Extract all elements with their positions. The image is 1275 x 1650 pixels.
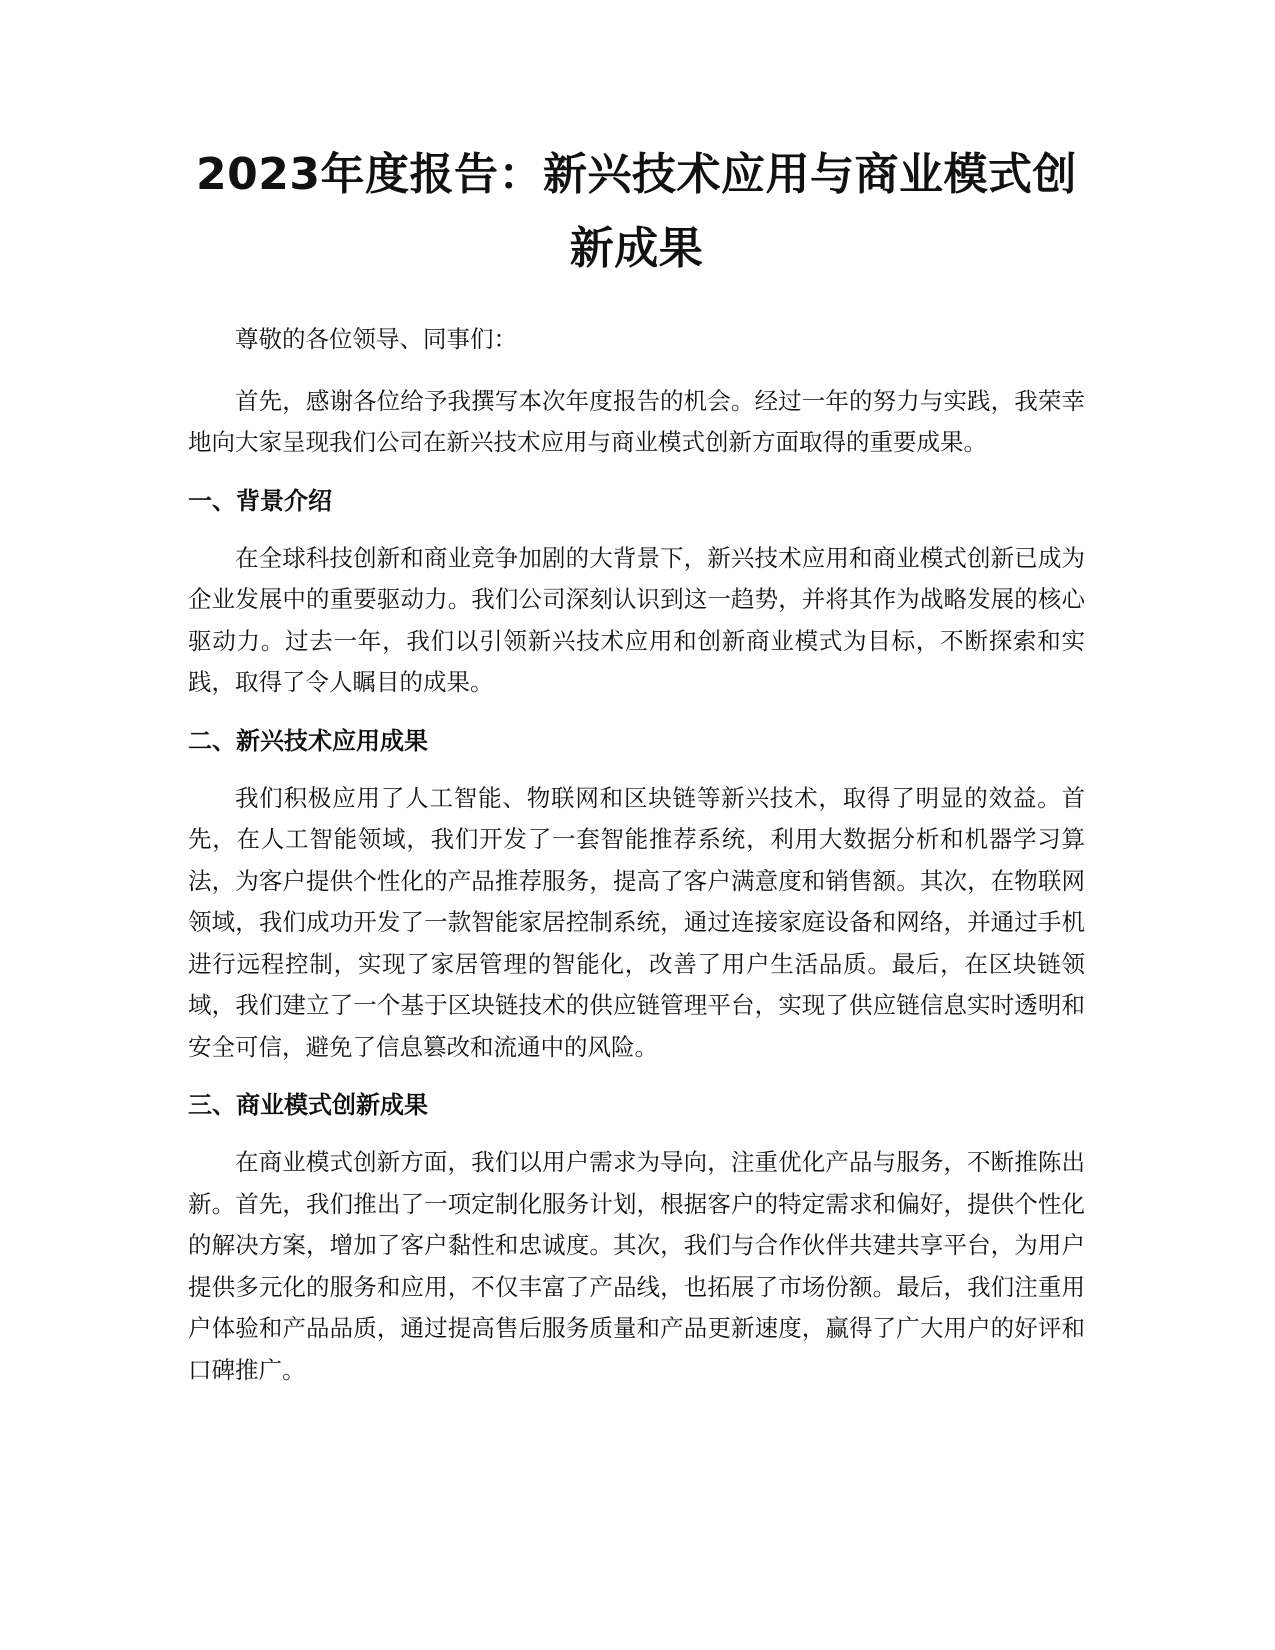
- section-body-background: 在全球科技创新和商业竞争加剧的大背景下，新兴技术应用和商业模式创新已成为企业发展中的重要驱动力。我们公司深刻认识到这一趋势，并将其作为战略发展的核心驱动力。过去一年，我们以引领新兴技术应用和创新商业模式为目标，不断探索和实践，取得了令人瞩目的成果。: [188, 543, 1085, 696]
- section-body-technology: 我们积极应用了人工智能、物联网和区块链等新兴技术，取得了明显的效益。首先，在人工智能领域，我们开发了一套智能推荐系统，利用大数据分析和机器学习算法，为客户提供个性化的产品推荐服务，提高了客户满意度和销售额。其次，在物联网领域，我们成功开发了一款智能家居控制系统，通过连接家庭设备和网络，并通过手机进行远程控制，实现了家居管理的智能化，改善了用户生活品质。最后，在区块链领域，我们建立了一个基于区块链技术的供应链管理平台，实现了供应链信息实时透明和安全可信，避免了信息篡改和流通中的风险。: [188, 783, 1085, 1061]
- section-heading-business-model: 三、商业模式创新成果: [188, 1091, 428, 1119]
- document-body: [188, 138, 1085, 1391]
- document-title: 2023年度报告：新兴技术应用与商业模式创新成果: [196, 149, 1077, 274]
- intro-paragraph: 首先，感谢各位给予我撰写本次年度报告的机会。经过一年的努力与实践，我荣幸地向大家呈现我们公司在新兴技术应用与商业模式创新方面取得的重要成果。: [188, 386, 1085, 456]
- greeting-paragraph: 尊敬的各位领导、同事们：: [235, 325, 517, 353]
- section-body-business-model: 在商业模式创新方面，我们以用户需求为导向，注重优化产品与服务，不断推陈出新。首先，我们推出了一项定制化服务计划，根据客户的特定需求和偏好，提供个性化的解决方案，增加了客户黏性和忠诚度。其次，我们与合作伙伴共建共享平台，为用户提供多元化的服务和应用，不仅丰富了产品线，也拓展了市场份额。最后，我们注重用户体验和产品品质，通过提高售后服务质量和产品更新速度，赢得了广大用户的好评和口碑推广。: [188, 1148, 1085, 1384]
- section-heading-background: 一、背景介绍: [188, 486, 332, 515]
- section-heading-technology: 二、新兴技术应用成果: [188, 726, 428, 755]
